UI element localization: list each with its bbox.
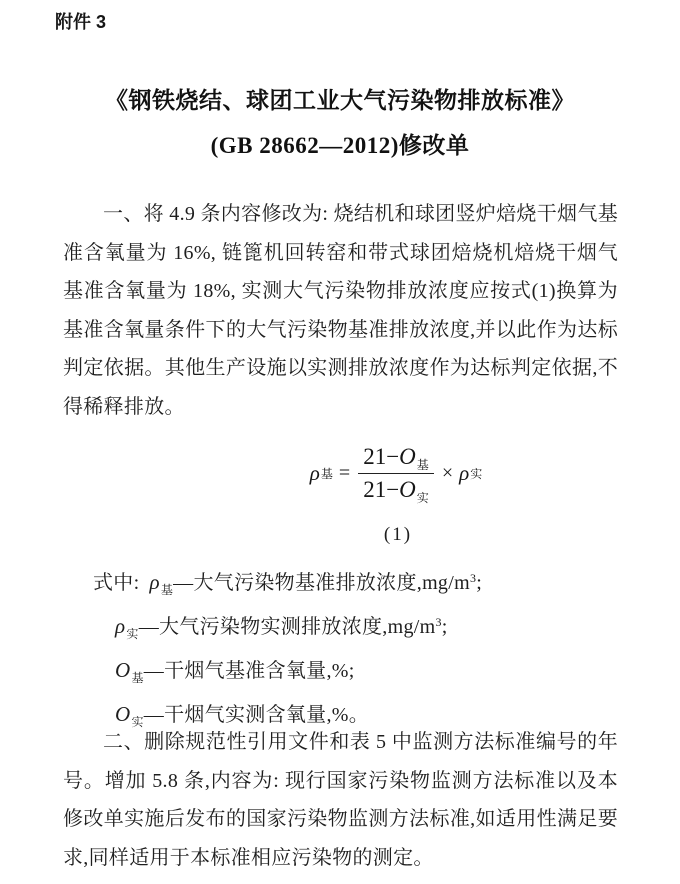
paragraph-item-two: 二、删除规范性引用文件和表 5 中监测方法标准编号的年号。增加 5.8 条,内容为: 现行国家污染物监测方法标准以及本修改单实施后发布的国家污染物监测方法标准,如适用性满足要求,同样适用于本标准相应污染物的测定。 <box>63 731 618 869</box>
formula-rhs-symbol: ρ <box>459 461 470 485</box>
symbol-definitions <box>63 561 482 737</box>
fraction-numerator: $21-O_基$ <box>358 444 434 474</box>
definitions-lead: 式中: <box>93 572 140 594</box>
paragraph-item-one: 一、将 4.9 条内容修改为: 烧结机和球团竖炉焙烧干烟气基准含氧量为 16%, 链篦机回转窑和带式球团焙烧机焙烧干烟气基准含氧量为 18%, 实测大气污染物排放浓度应按式(1)换算为基准含氧量条件下的大气污染物基准排放浓度,并以此作为达标判定依据。其他生产设施以实测排放浓度作为达标判定依据,不得稀释排放。 <box>63 203 618 418</box>
formula-fraction <box>358 444 434 503</box>
definition-o-measured: $O_实—$干烟气实测含氧量,%。 <box>115 702 370 729</box>
definition-rho-base: 式中: $\rho_基—$大气污染物基准排放浓度$,mg/m^3$; <box>93 570 483 597</box>
document-title <box>0 78 680 168</box>
fraction-denominator: $21-O_实$ <box>363 477 429 505</box>
definition-rho-measured: $\rho_实—$大气污染物实测排放浓度$,mg/m^3$; <box>115 614 448 641</box>
equals-sign: = <box>338 462 351 484</box>
title-line-2: (GB 28662—2012)修改单 <box>210 133 470 158</box>
equation-1-formula: ρ 基 = $\frac{21-O_基}{21-O_实}$ × ρ 实 <box>309 444 483 505</box>
formula-lhs-symbol: ρ <box>309 461 320 485</box>
attachment-label: 附件 3 <box>55 12 107 32</box>
title-line-1: 《钢铁烧结、球团工业大气污染物排放标准》 <box>105 88 575 113</box>
definition-o-base: $O_基—$干烟气基准含氧量,%; <box>115 658 355 685</box>
equation-number: (1) <box>383 524 413 545</box>
times-sign: × <box>441 462 454 484</box>
